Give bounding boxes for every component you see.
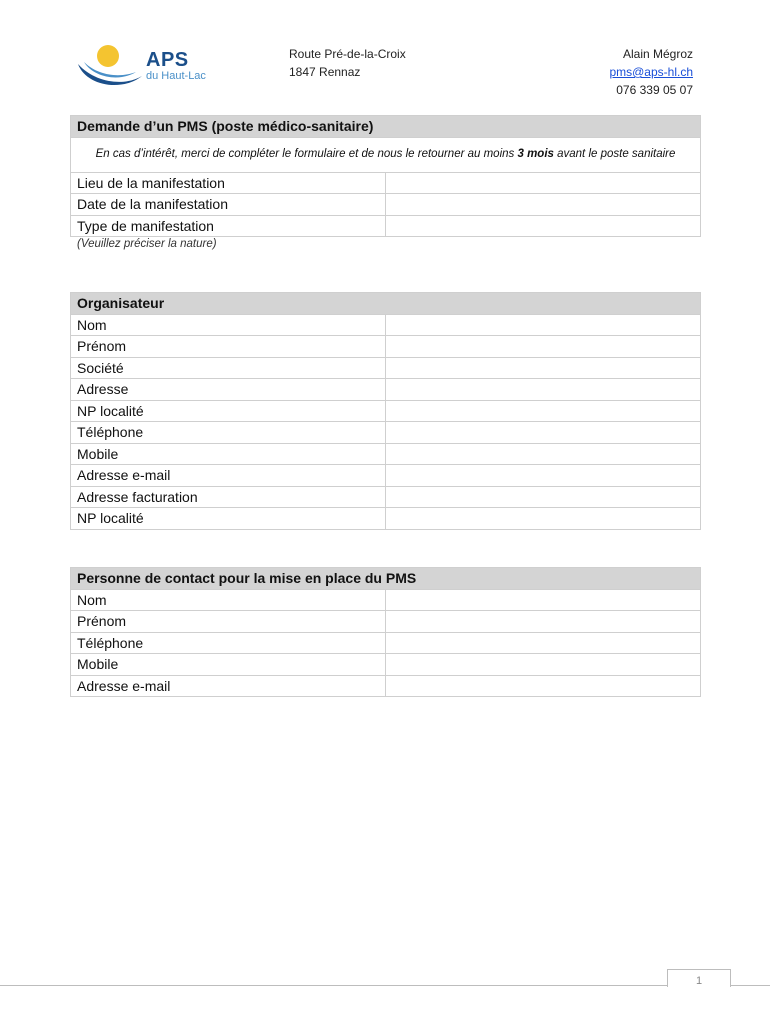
field-label: Adresse e-mail <box>71 465 386 487</box>
field-input[interactable] <box>386 589 701 611</box>
field-label: Mobile <box>71 654 386 676</box>
organization-address <box>289 45 406 81</box>
type-hint: (Veuillez préciser la nature) <box>77 238 217 250</box>
field-label: Prénom <box>71 611 386 633</box>
field-input[interactable] <box>386 486 701 508</box>
contact-email-link[interactable]: pms@aps-hl.ch <box>609 65 693 79</box>
section-title-request: Demande d’un PMS (poste médico-sanitaire) <box>71 116 701 138</box>
field-label: Date de la manifestation <box>71 194 386 216</box>
form-row <box>71 400 701 422</box>
field-input[interactable] <box>386 443 701 465</box>
field-input[interactable] <box>386 357 701 379</box>
logo-subtitle: du Haut-Lac <box>146 70 206 82</box>
field-input[interactable] <box>386 400 701 422</box>
form-row <box>71 443 701 465</box>
field-label: Lieu de la manifestation <box>71 172 386 194</box>
note-text-2: avant le poste sanitaire <box>553 148 676 160</box>
field-label: Adresse facturation <box>71 486 386 508</box>
field-label: Nom <box>71 589 386 611</box>
form-row <box>71 379 701 401</box>
request-table <box>70 115 701 237</box>
form-row <box>71 215 701 237</box>
field-input[interactable] <box>386 611 701 633</box>
address-line-1: Route Pré-de-la-Croix <box>289 47 406 61</box>
field-label: NP localité <box>71 400 386 422</box>
field-label: Téléphone <box>71 632 386 654</box>
field-input[interactable] <box>386 422 701 444</box>
logo-name: APS <box>146 49 189 71</box>
field-input[interactable] <box>386 314 701 336</box>
contact-phone: 076 339 05 07 <box>616 83 693 97</box>
form-row <box>71 194 701 216</box>
field-input[interactable] <box>386 675 701 697</box>
form-row <box>71 675 701 697</box>
form-row <box>71 589 701 611</box>
form-row <box>71 357 701 379</box>
organizer-table <box>70 292 701 530</box>
contact-name: Alain Mégroz <box>622 47 693 61</box>
field-label: Type de manifestation <box>71 215 386 237</box>
note-deadline: 3 mois <box>517 148 554 160</box>
field-label: Adresse <box>71 379 386 401</box>
logo-sun-icon <box>97 45 119 67</box>
form-row <box>71 632 701 654</box>
request-note <box>71 137 701 172</box>
form-row <box>71 508 701 530</box>
contact-person-table <box>70 567 701 697</box>
section-title-contact-person: Personne de contact pour la mise en place du PMS <box>71 568 701 590</box>
field-input[interactable] <box>386 632 701 654</box>
form-row <box>71 172 701 194</box>
field-label: Nom <box>71 314 386 336</box>
address-line-2: 1847 Rennaz <box>289 65 361 79</box>
field-input[interactable] <box>386 465 701 487</box>
field-input[interactable] <box>386 379 701 401</box>
field-label: Prénom <box>71 336 386 358</box>
field-label: Société <box>71 357 386 379</box>
field-label: NP localité <box>71 508 386 530</box>
field-input[interactable] <box>386 336 701 358</box>
note-text-1: En cas d’intérêt, merci de compléter le formulaire et de nous le retourner au moins <box>95 148 518 160</box>
section-title-organizer: Organisateur <box>71 293 701 315</box>
field-input[interactable] <box>386 508 701 530</box>
form-row <box>71 465 701 487</box>
field-input[interactable] <box>386 654 701 676</box>
form-row <box>71 336 701 358</box>
contact-block <box>609 45 693 99</box>
field-label: Mobile <box>71 443 386 465</box>
field-input-type[interactable] <box>386 215 701 237</box>
page-number: 1 <box>667 969 731 987</box>
field-label: Téléphone <box>71 422 386 444</box>
form-row <box>71 611 701 633</box>
field-input-lieu[interactable] <box>386 172 701 194</box>
form-row <box>71 486 701 508</box>
form-row <box>71 314 701 336</box>
field-label: Adresse e-mail <box>71 675 386 697</box>
form-row <box>71 422 701 444</box>
footer-rule <box>0 985 770 986</box>
form-row <box>71 654 701 676</box>
field-input-date[interactable] <box>386 194 701 216</box>
logo-wave-icon <box>78 64 142 85</box>
logo-text <box>146 50 206 83</box>
